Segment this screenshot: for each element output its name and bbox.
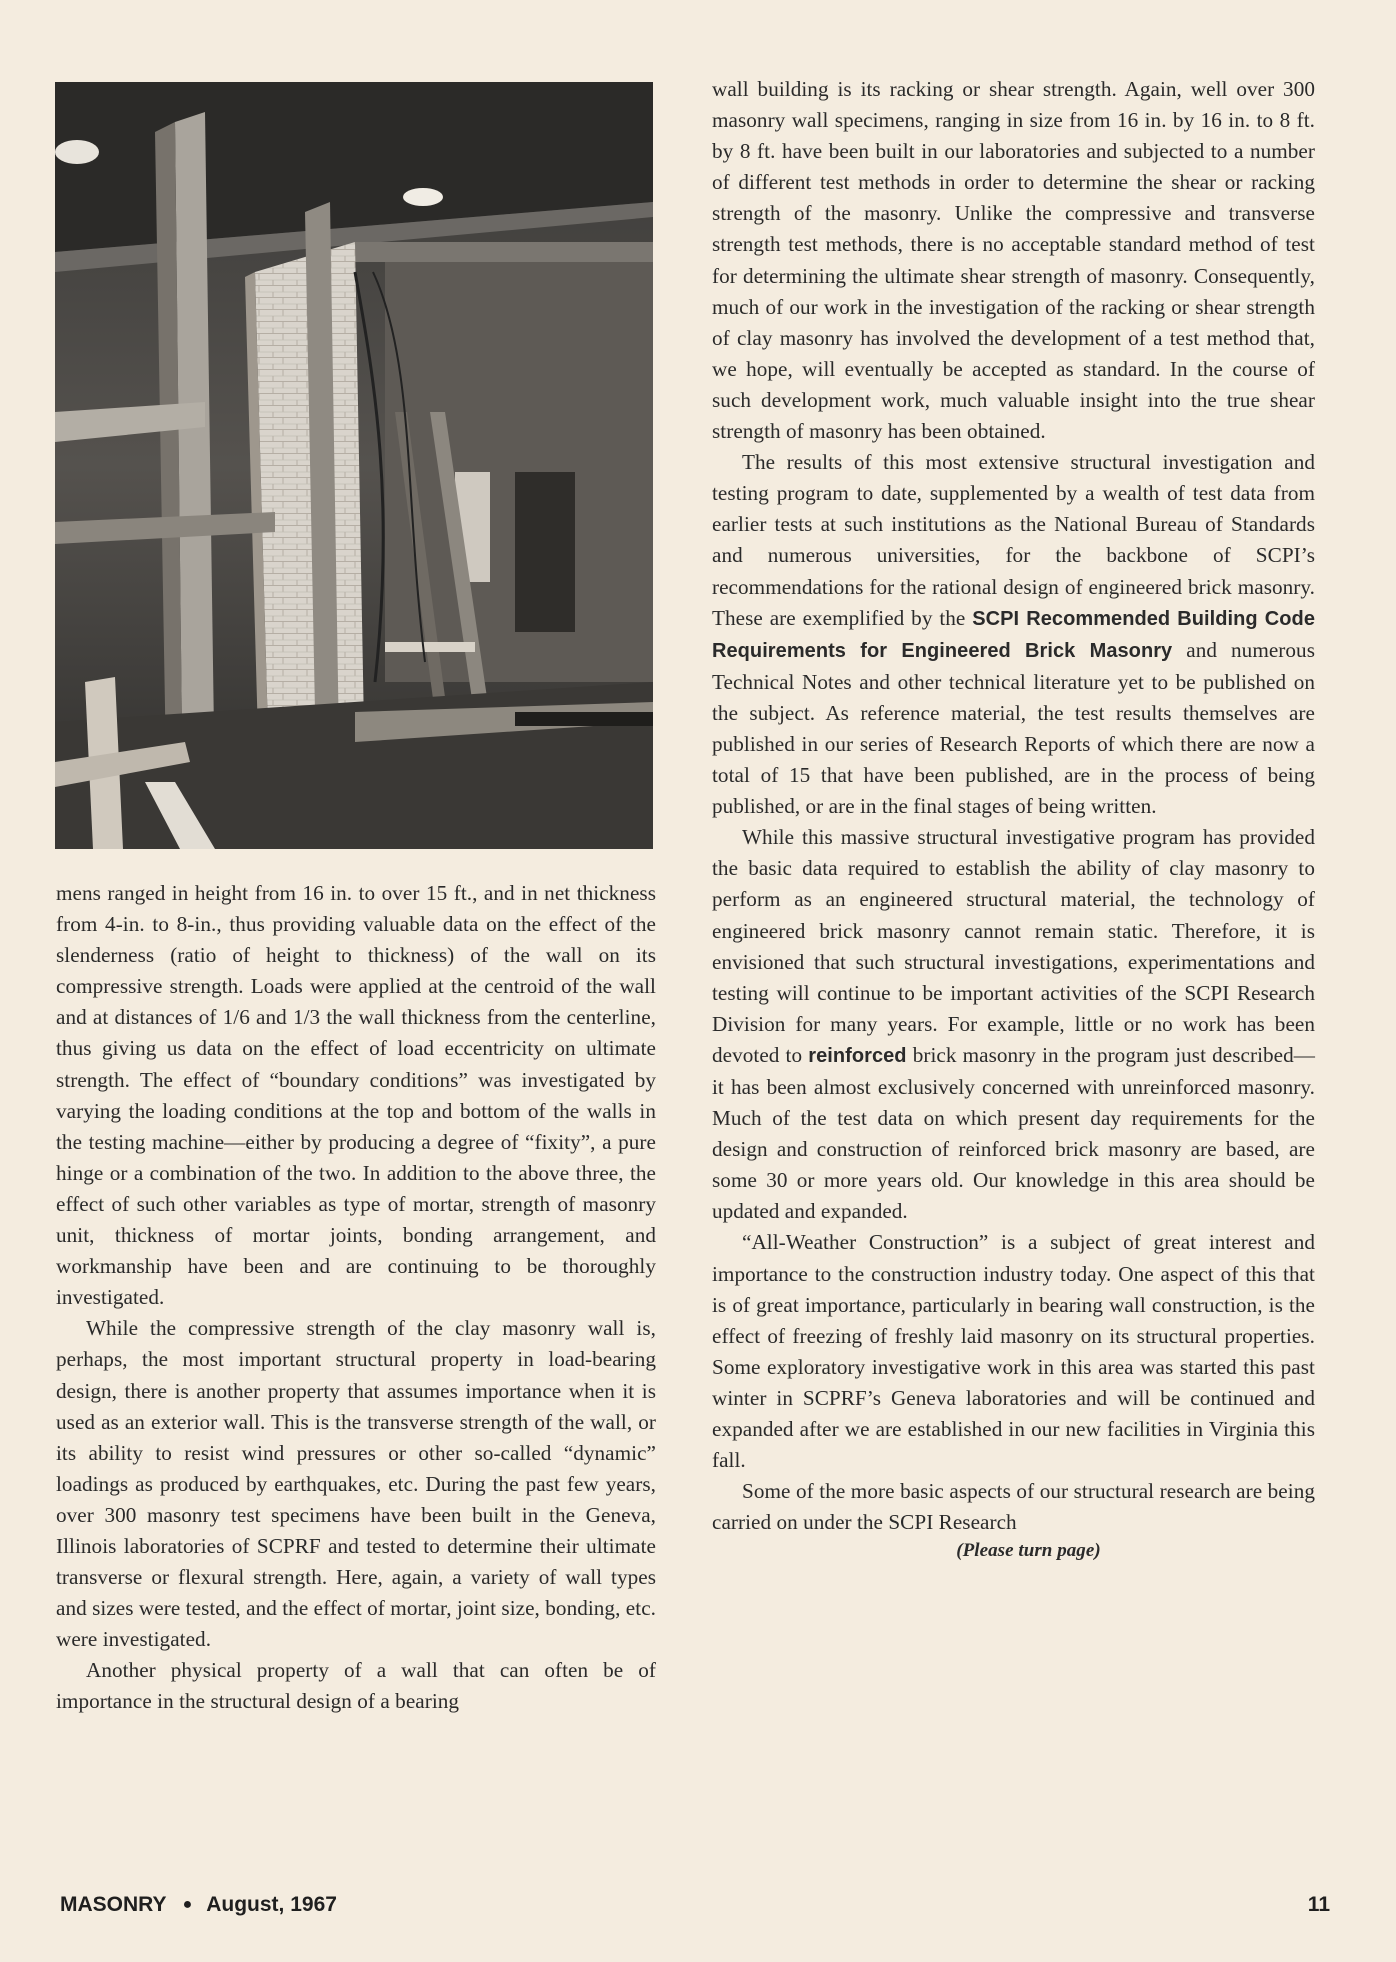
lab-wall-test-photo [55, 82, 653, 849]
right-paragraph-3-text-a: While this massive structural investigative program has provided the basic data required to establish the ability of clay masonry to perform as an engineered structural material, the technology of engineered brick masonry cannot remain static. Therefore, it is envisioned that such structural investigations, experimentations and testing will continue to be important activities of the SCPI Research Division for many years. For example, little or no work has been devoted to [712, 825, 1315, 1067]
right-column [712, 74, 1315, 1564]
left-paragraph-2: While the compressive strength of the clay masonry wall is, perhaps, the most important structural property in load-bearing design, there is another property that assumes importance when it is used as an exterior wall. This is the transverse strength of the wall, or its ability to resist wind pressures or other so-called “dynamic” loadings as produced by earthquakes, etc. During the past few years, over 300 masonry test specimens have been built in the Geneva, Illinois laboratories of SCPRF and tested to determine their ultimate transverse or flexural strength. Here, again, a variety of wall types and sizes were tested, and the effect of mortar, joint size, bonding, etc. were investigated. [56, 1316, 656, 1652]
issue-date: August, 1967 [206, 1893, 337, 1916]
left-paragraph-1: mens ranged in height from 16 in. to over 15 ft., and in net thickness from 4-in. to 8-in., thus providing valuable data on the effect of the slenderness (ratio of height to thickness) of the wall on its compressive strength. Loads were applied at the centroid of the wall and at distances of 1/6 and 1/3 the wall thickness from the centerline, thus giving us data on the effect of load eccentricity on ultimate strength. The effect of “boundary conditions” was investigated by varying the loading conditions at the top and bottom of the walls in the testing machine—either by producing a degree of “fixity”, a pure hinge or a combination of the two. In addition to the above three, the effect of such other variables as type of mortar, strength of masonry unit, thickness of mortar joints, bonding arrangement, and workmanship have been and are continuing to be thoroughly investigated. [56, 881, 656, 1310]
page-footer [60, 1893, 1330, 1917]
code-requirements-title: SCPI Recommended Building Code Requirements for Engineered Brick Masonry [712, 607, 1316, 662]
page-number: 11 [1307, 1893, 1330, 1916]
right-paragraph-1: wall building is its racking or shear strength. Again, well over 300 masonry wall specimens, ranging in size from 16 in. by 16 in. to 8 ft. by 8 ft. have been built in our laboratories and subjected to a number of different test methods in order to determine the shear or racking strength of the masonry. Unlike the compressive and transverse strength test methods, there is no acceptable standard method of test for determining the ultimate shear strength of masonry. Consequently, much of our work in the investigation of the racking or shear strength of clay masonry has involved the development of a test method that, we hope, will eventually be accepted as standard. In the course of such development work, much valuable insight into the true shear strength of masonry has been obtained. [712, 77, 1315, 444]
reinforced-emphasis: reinforced [808, 1044, 907, 1067]
right-paragraph-2-text-c: and numerous Technical Notes and other technical literature yet to be published on the subject. As reference material, the test results themselves are published in our series of Research Reports of which there are now a total of 15 that have been published, are in the process of being published, or are in the final stages of being written. [712, 637, 1315, 819]
bullet-icon: ● [182, 1896, 193, 1913]
right-paragraph-3 [712, 822, 1315, 1227]
right-paragraph-4: “All-Weather Construction” is a subject of great interest and importance to the construction industry today. One aspect of this that is of great importance, particularly in bearing wall construction, is the effect of freezing of freshly laid masonry on its structural properties. Some exploratory investigative work in this area was started this past winter in SCPRF’s Geneva laboratories and will be continued and expanded after we are established in our new facilities in Virginia this fall. [712, 1230, 1315, 1473]
magazine-name: MASONRY [60, 1893, 167, 1916]
please-turn-page-note: (Please turn page) [956, 1540, 1101, 1562]
right-paragraph-2-text-a: The results of this most extensive structural investigation and testing program to date, supplemented by a wealth of test data from earlier tests at such institutions as the National Bureau of Standards and numerous universities, for the backbone of SCPI’s recommendations for the rational design of engineered brick masonry. These are exemplified by the [712, 450, 1315, 630]
photo-illustration [55, 82, 653, 849]
right-paragraph-5: Some of the more basic aspects of our structural research are being carried on under the SCPI Research [712, 1479, 1315, 1535]
left-column [56, 878, 656, 1718]
left-paragraph-3: Another physical property of a wall that can often be of importance in the structural design of a bearing [56, 1658, 656, 1714]
right-paragraph-3-text-c: brick masonry in the program just described—it has been almost exclusively concerned with unreinforced masonry. Much of the test data on which present day requirements for the design and construction of reinforced brick masonry are based, are some 30 or more years old. Our knowledge in this area should be updated and expanded. [712, 1042, 1315, 1224]
right-paragraph-2 [712, 447, 1315, 822]
